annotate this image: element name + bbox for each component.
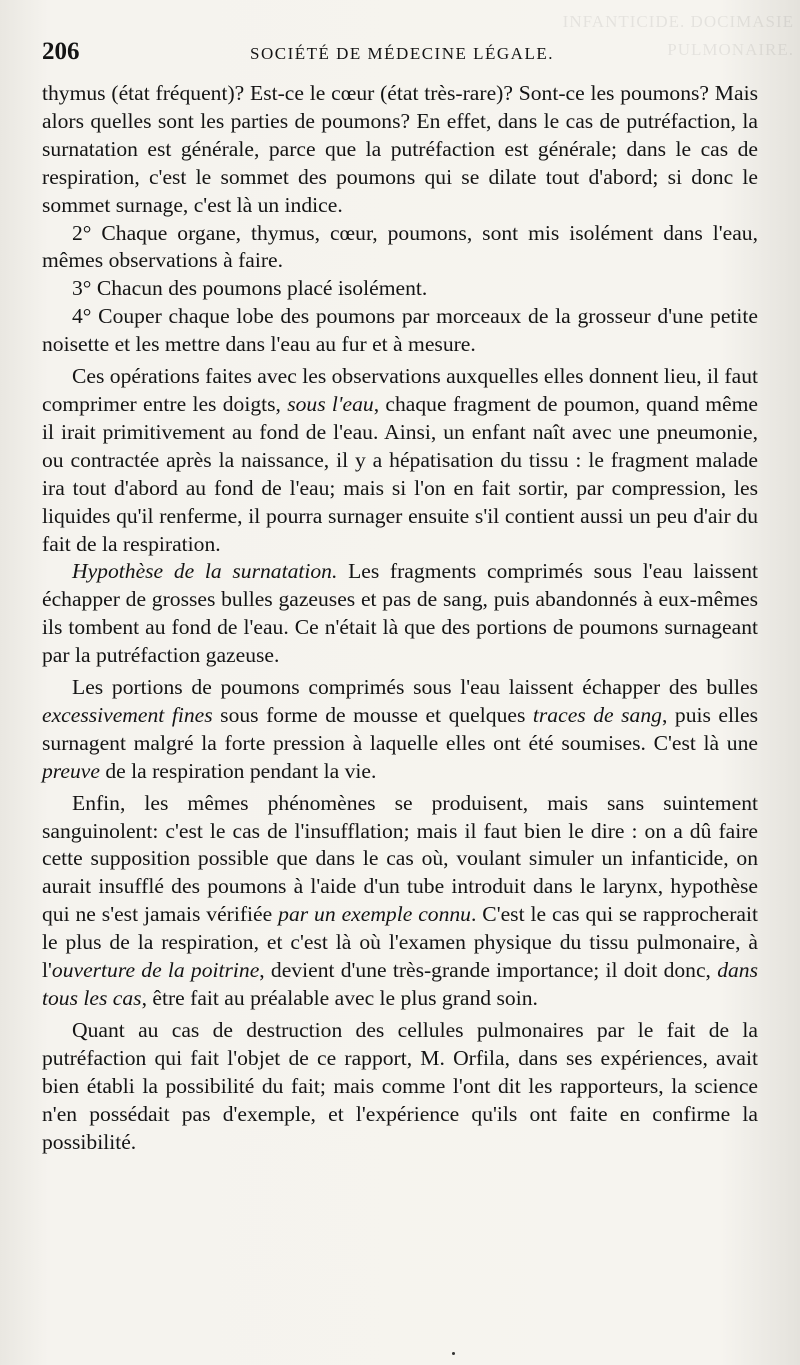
- emphasis: traces de sang: [532, 702, 662, 727]
- text-run: , devient d'une très-grande importance; il doit donc,: [259, 958, 718, 983]
- text-run: , être fait au préalable avec le plus grand soin.: [141, 986, 538, 1010]
- page-header: [42, 38, 762, 68]
- paragraph-insufflation: [42, 790, 758, 1013]
- page-number: 206: [42, 38, 80, 65]
- list-item-2: 2° Chaque organe, thymus, cœur, poumons, sont mis isolément dans l'eau, mêmes observations à faire.: [42, 220, 758, 273]
- emphasis: par un exemple connu: [278, 902, 471, 927]
- bleed-through-text: INFANTICIDE. DOCIMASIE PULMONAIRE.: [562, 12, 794, 59]
- text-run: sous forme de mousse et quelques: [212, 702, 533, 727]
- emphasis: dans tous les cas: [42, 958, 758, 1010]
- emphasis: ouverture de la poitrine: [51, 958, 260, 983]
- text-run: Enfin, les mêmes phénomènes se produisent, mais sans suintement sanguinolent: c'est le cas de l'insufflation; mais il faut bien le dire : on a dû faire cette supposition possible que dans le cas où, voulant simuler un infanticide, on aurait insufflé des poumons à l'aide d'un tube introduit dans le larynx, hypothèse qui ne s'est jamais vérifiée: [42, 790, 758, 927]
- paragraph-continuation: thymus (état fréquent)? Est-ce le cœur (état très-rare)? Sont-ce les poumons? Mais alors quelles sont les parties de poumons? En effet, dans le cas de putréfaction, la surnatation est générale, parce que la putréfaction est générale; dans le cas de respiration, c'est le sommet des poumons qui se dilate tout d'abord; si donc le sommet surnage, c'est là un indice.: [42, 81, 758, 217]
- list-item-3: 3° Chacun des poumons placé isolément.: [72, 276, 428, 301]
- paragraph-conclusion: Quant au cas de destruction des cellules pulmonaires par le fait de la putréfaction qui fait l'objet de ce rapport, M. Orfila, dans ses expériences, avait bien établi la possibilité du fait; mais comme l'ont dit les rapporteurs, la science n'en possédait pas d'exemple, et l'expérience qu'ils ont faite en confirme la possibilité.: [42, 1017, 758, 1154]
- emphasis: preuve: [42, 758, 100, 783]
- ink-speck: [452, 1352, 455, 1355]
- text-run: , puis elles surnagent malgré la forte pression à laquelle elles ont été soumises. C'est là une: [42, 702, 759, 755]
- paragraph-hypothesis: [42, 558, 758, 670]
- body-text: [42, 80, 758, 1156]
- text-run: Les fragments comprimés sous l'eau laissent échapper de grosses bulles gazeuses et pas de sang, puis abandonnés à eux-mêmes ils tombent au fond de l'eau. Ce n'était là que des portions de poumons surnageant par la putréfaction gazeuse.: [42, 559, 759, 668]
- running-title: SOCIÉTÉ DE MÉDECINE LÉGALE.: [250, 44, 554, 63]
- text-run: , chaque fragment de poumon, quand même il irait primitivement au fond de l'eau. Ainsi, un enfant naît avec une pneumonie, ou contractée après la naissance, il y a hépatisation du tissu : le fragment malade ira tout d'abord au fond de l'eau; mais si l'on en fait sortir, par compression, les liquides qu'il renferme, il pourra surnager ensuite s'il contient aussi un peu d'air du fait de la respiration.: [42, 391, 758, 556]
- text-run: . C'est le cas qui se rapprocherait le plus de la respiration, et c'est là où l'examen physique du tissu pulmonaire, à l': [42, 902, 758, 983]
- paragraph-compression: [42, 363, 758, 558]
- paragraph-bubbles: [42, 674, 758, 786]
- emphasis-heading: Hypothèse de la surnatation.: [72, 559, 338, 584]
- text-run: Les portions de poumons comprimés sous l'eau laissent échapper des bulles: [72, 675, 758, 700]
- text-run: de la respiration pendant la vie.: [99, 758, 377, 783]
- list-item-4: 4° Couper chaque lobe des poumons par morceaux de la grosseur d'une petite noisette et les mettre dans l'eau au fur et à mesure.: [42, 304, 758, 357]
- text-run: Ces opérations faites avec les observations auxquelles elles donnent lieu, il faut comprimer entre les doigts,: [42, 364, 759, 416]
- emphasis: excessivement fines: [42, 702, 213, 727]
- emphasis: sous l'eau: [287, 391, 374, 416]
